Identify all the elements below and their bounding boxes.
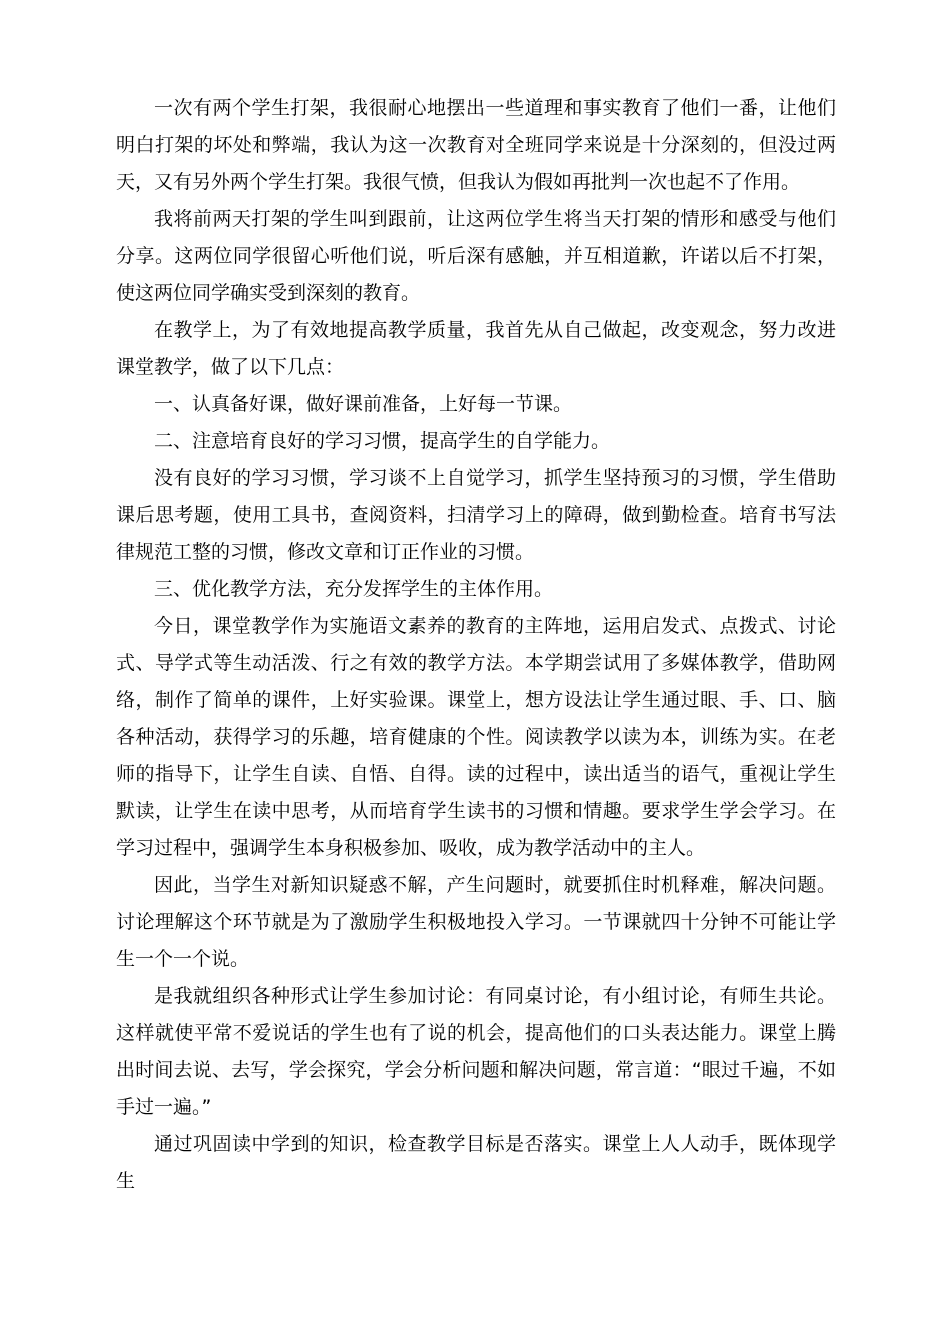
paragraph-consolidation: 通过巩固读中学到的知识，检查教学目标是否落实。课堂上人人动手，既体现学生 [116,1133,836,1192]
list-item-prepare-lessons: 一、认真备好课，做好课前准备，上好每一节课。 [154,393,573,415]
paragraph-discussion-forms: 是我就组织各种形式让学生参加讨论：有同桌讨论，有小组讨论，有师生共论。这样就使平常不爱说话的学生也有了说的机会，提高他们的口头表达能力。课堂上腾出时间去说、去写，学会探究，学会分析问题和解决问题，常言道：“眼过千遍，不如手过一遍。” [116,985,836,1118]
paragraph-share-experience: 我将前两天打架的学生叫到跟前，让这两位学生将当天打架的情形和感受与他们分享。这两位同学很留心听他们说，听后深有感触，并互相道歉，许诺以后不打架，使这两位同学确实受到深刻的教育。 [116,208,836,304]
list-item-study-habits: 二、注意培育良好的学习习惯，提高学生的自学能力。 [154,430,611,452]
paragraph-fight-story: 一次有两个学生打架，我很耐心地摆出一些道理和事实教育了他们一番，让他们明白打架的坏处和弊端，我认为这一次教育对全班同学来说是十分深刻的，但没过两天，又有另外两个学生打架。我很气愤，但我认为假如再批判一次也起不了作用。 [116,97,836,193]
paragraph-teaching-intro: 在教学上，为了有效地提高教学质量，我首先从自己做起，改变观念，努力改进课堂教学，做了以下几点： [116,319,836,378]
paragraph-teaching-methods-detail: 今日，课堂教学作为实施语文素养的教育的主阵地，运用启发式、点拨式、讨论式、导学式等生动活泼、行之有效的教学方法。本学期尝试用了多媒体教学，借助网络，制作了简单的课件，上好实验课。课堂上，想方设法让学生通过眼、手、口、脑各种活动，获得学习的乐趣，培育健康的个性。阅读教学以读为本，训练为实。在老师的指导下，让学生自读、自悟、自得。读的过程中，读出适当的语气，重视让学生默读，让学生在读中思考，从而培育学生读书的习惯和情趣。要求学生学会学习。在学习过程中，强调学生本身积极参加、吸收，成为教学活动中的主人。 [116,615,836,859]
paragraph-study-habits-detail: 没有良好的学习习惯，学习谈不上自觉学习，抓学生坚持预习的习惯，学生借助课后思考题，使用工具书，查阅资料，扫清学习上的障碍，做到勤检查。培育书写法律规范工整的习惯，修改文章和订正作业的习惯。 [116,467,836,563]
paragraph-discussion-reason: 因此，当学生对新知识疑惑不解，产生问题时，就要抓住时机释难，解决问题。讨论理解这个环节就是为了激励学生积极地投入学习。一节课就四十分钟不可能让学生一个一个说。 [116,874,836,970]
document-body [116,90,836,1200]
list-item-teaching-methods: 三、优化教学方法，充分发挥学生的主体作用。 [154,578,554,600]
